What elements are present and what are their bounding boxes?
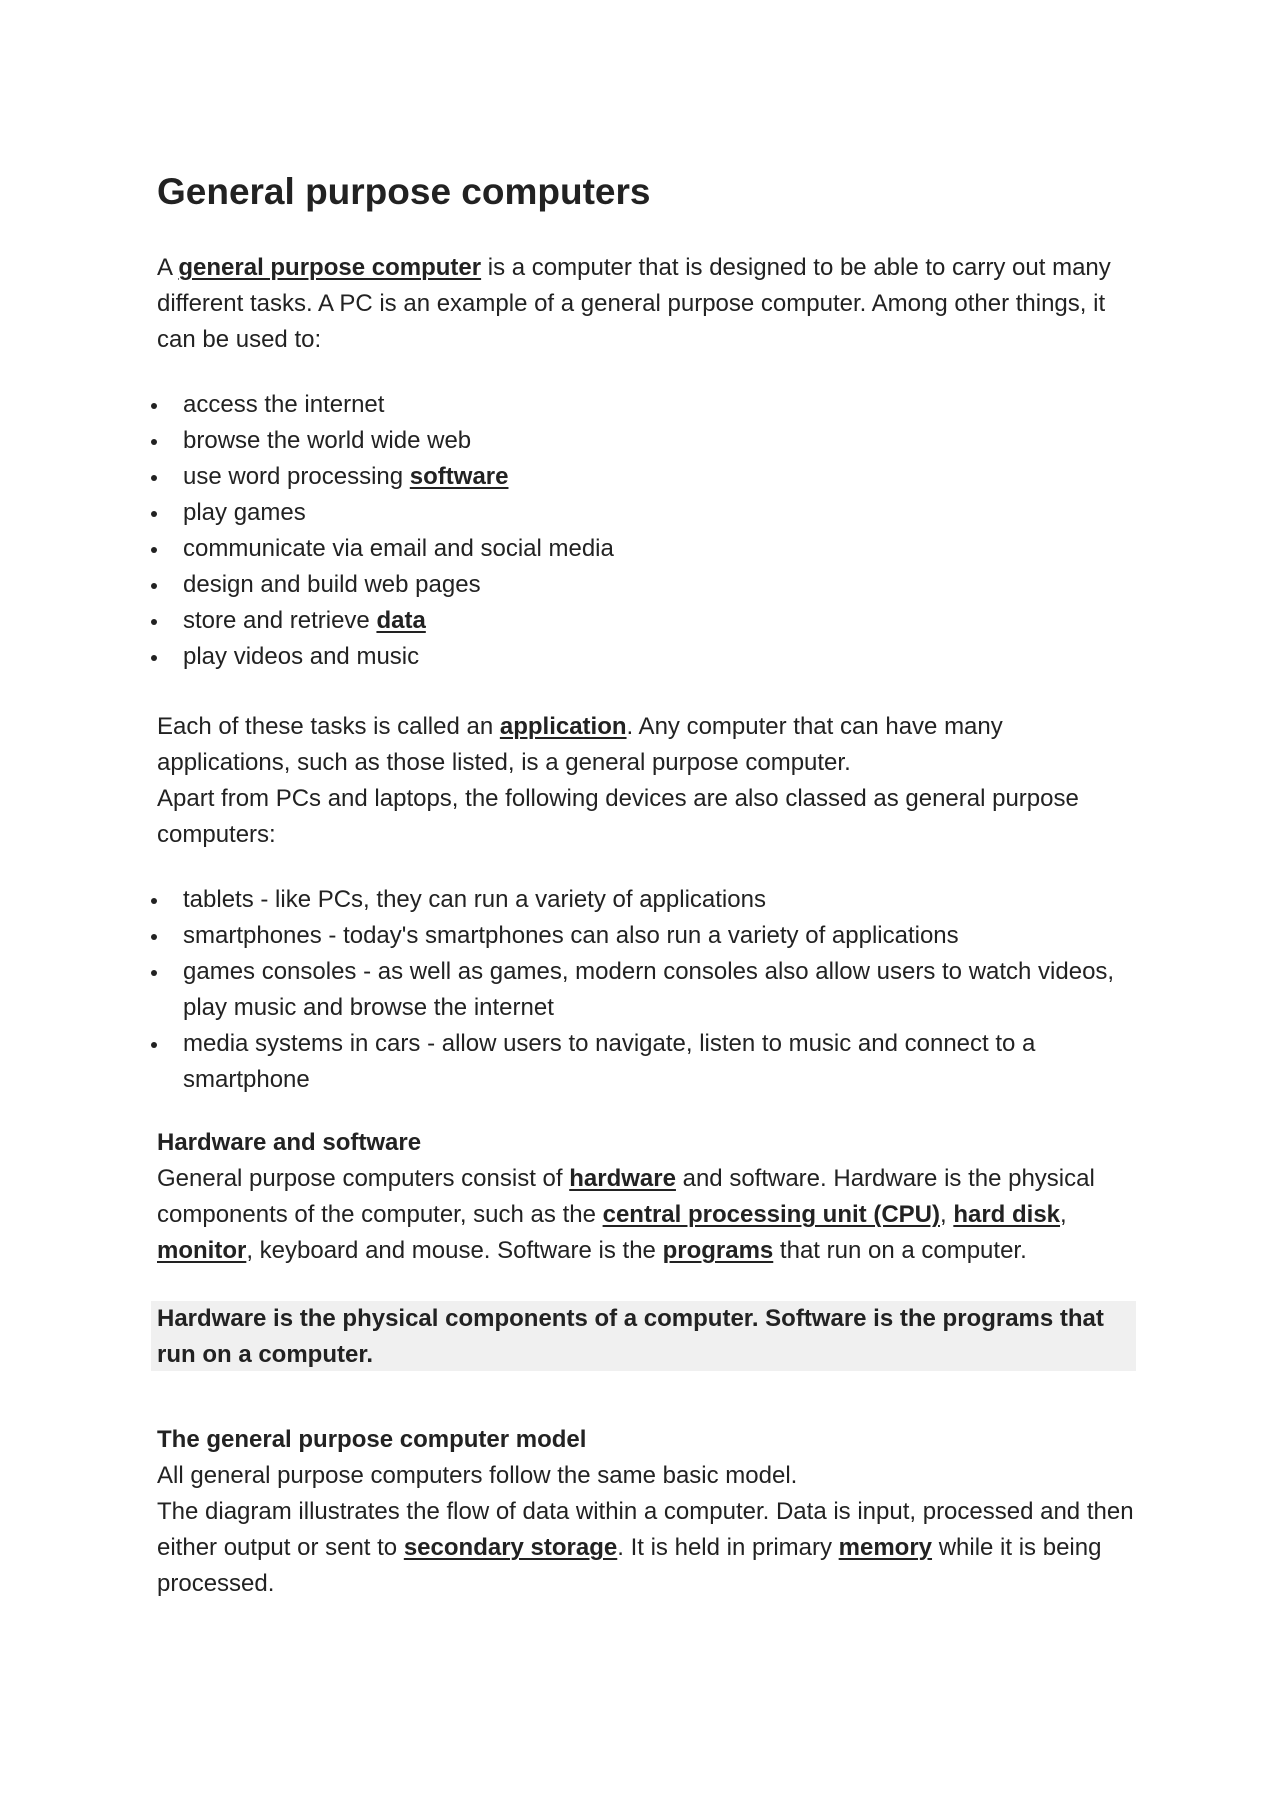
uses-list [157, 387, 1142, 675]
text: All general purpose computers follow the same basic model. [157, 1462, 798, 1489]
list-item: tablets - like PCs, they can run a variety of applications [157, 882, 1142, 918]
page-title [157, 170, 1142, 214]
list-item: communicate via email and social media [157, 531, 1142, 567]
text: is a computer that is designed to be able to carry out many different tasks. A PC is an example of a general purpose computer. Among other things, it can be used to: [157, 254, 1111, 353]
highlight-summary: Hardware is the physical components of a computer. Software is the programs that run on a computer. [151, 1301, 1136, 1371]
hardware-section [157, 1125, 1142, 1269]
section-heading: Hardware and software [157, 1129, 422, 1156]
list-item: smartphones - today's smartphones can also run a variety of applications [157, 918, 1142, 954]
link-secondary-storage[interactable]: secondary storage [403, 1534, 618, 1561]
link-application[interactable]: application [499, 713, 627, 740]
list-item: design and build web pages [157, 567, 1142, 603]
model-section [157, 1422, 1142, 1602]
devices-list [157, 882, 1142, 1098]
link-memory[interactable]: memory [838, 1534, 933, 1561]
title-text: General purpose computers [157, 171, 651, 212]
model-paragraph: The diagram illustrates the flow of data within a computer. Data is input, processed and then either output or sent to secondary storage. It is held in primary memory while it is being processed. [157, 1498, 1134, 1597]
hardware-paragraph: General purpose computers consist of hardware and software. Hardware is the physical components of the computer, such as the central processing unit (CPU), hard disk, monitor, keyboard and mouse. Software is the programs that run on a computer. [157, 1165, 1095, 1264]
list-item: media systems in cars - allow users to navigate, listen to music and connect to a smartphone [157, 1026, 1142, 1098]
link-data[interactable]: data [376, 607, 426, 634]
list-item: play videos and music [157, 639, 1142, 675]
link-hardware[interactable]: hardware [569, 1165, 676, 1192]
intro-paragraph [157, 250, 1142, 358]
text: A [157, 254, 179, 281]
list-item: games consoles - as well as games, modern consoles also allow users to watch videos, play music and browse the internet [157, 954, 1142, 1026]
link-hard-disk[interactable]: hard disk [953, 1201, 1061, 1228]
section-heading: The general purpose computer model [157, 1426, 587, 1453]
list-item: use word processing software [157, 459, 1142, 495]
list-item: access the internet [157, 387, 1142, 423]
link-monitor[interactable]: monitor [157, 1237, 247, 1264]
link-programs[interactable]: programs [662, 1237, 774, 1264]
list-item: browse the world wide web [157, 423, 1142, 459]
link-cpu[interactable]: central processing unit (CPU) [602, 1201, 940, 1228]
applications-paragraph: Each of these tasks is called an application. Any computer that can have many applications, such as those listed, is a general purpose computer. Apart from PCs and laptops, the following devices are also classed as general purpose computers: [157, 713, 1079, 848]
list-item: play games [157, 495, 1142, 531]
link-general-purpose-computer[interactable]: general purpose computer [178, 254, 482, 281]
list-item: store and retrieve data [157, 603, 1142, 639]
link-software[interactable]: software [409, 463, 509, 490]
